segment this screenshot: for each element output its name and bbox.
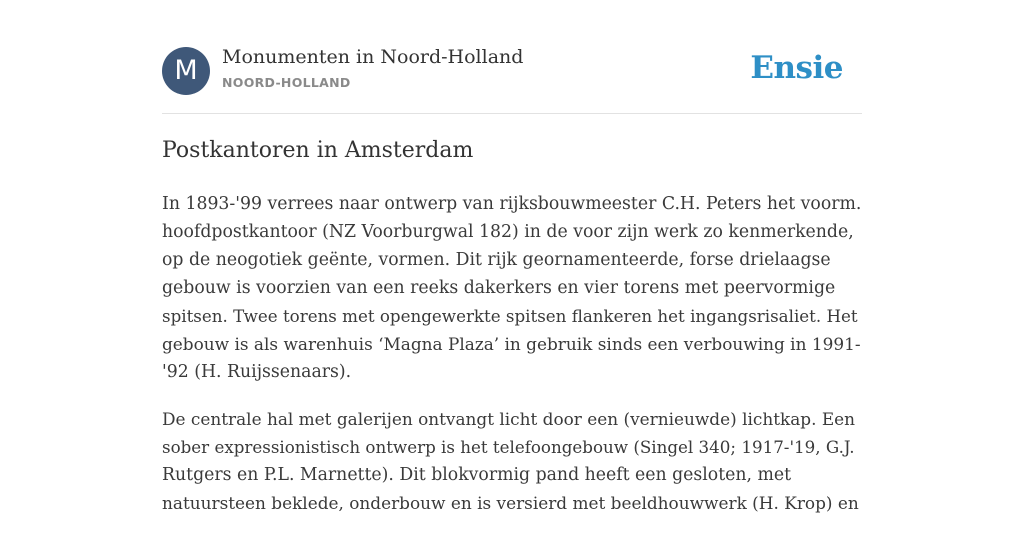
paragraph-line: spitsen. Twee torens met opengewerkte spitsen flankeren het ingangsrisaliet. Het xyxy=(162,306,858,326)
paragraph-line: De centrale hal met galerijen ontvangt licht door een (vernieuwde) lichtkap. Een xyxy=(162,409,856,429)
paragraph-line: hoofdpostkantoor (NZ Voorburgwal 182) in de voor zijn werk zo kenmerkende, xyxy=(162,222,854,242)
paragraph-line: sober expressionistisch ontwerp is het telefoongebouw (Singel 340; 1917-'19, G.J. xyxy=(162,437,855,457)
source-subtitle: NOORD-HOLLAND xyxy=(222,75,351,90)
paragraph-line: gebouw is voorzien van een reeks dakerkers en vier torens met peervormige xyxy=(162,278,836,298)
paragraph-line: Rutgers en P.L. Marnette). Dit blokvormig pand heeft een gesloten, met xyxy=(162,465,792,485)
source-name-link[interactable]: Monumenten in Noord-Holland xyxy=(222,46,524,68)
article-body xyxy=(162,190,862,536)
article-paragraph xyxy=(162,405,862,517)
ensie-logo[interactable]: Ensie xyxy=(750,50,843,86)
paragraph-line: In 1893-'99 verrees naar ontwerp van rijksbouwmeester C.H. Peters het voorm. xyxy=(162,194,862,214)
paragraph-line: gebouw is als warenhuis ‘Magna Plaza’ in gebruik sinds een verbouwing in 1991- xyxy=(162,334,861,354)
article-title: Postkantoren in Amsterdam xyxy=(162,138,474,163)
paragraph-line: natuursteen beklede, onderbouw en is versierd met beeldhouwwerk (H. Krop) en xyxy=(162,493,859,513)
article-page xyxy=(162,0,862,513)
source-avatar[interactable]: M xyxy=(162,47,210,95)
article-header xyxy=(162,0,862,114)
article-paragraph xyxy=(162,190,862,386)
paragraph-line: op de neogotiek geënte, vormen. Dit rijk geornamenteerde, forse drielaagse xyxy=(162,250,831,270)
paragraph-line: '92 (H. Ruijssenaars). xyxy=(162,362,352,382)
